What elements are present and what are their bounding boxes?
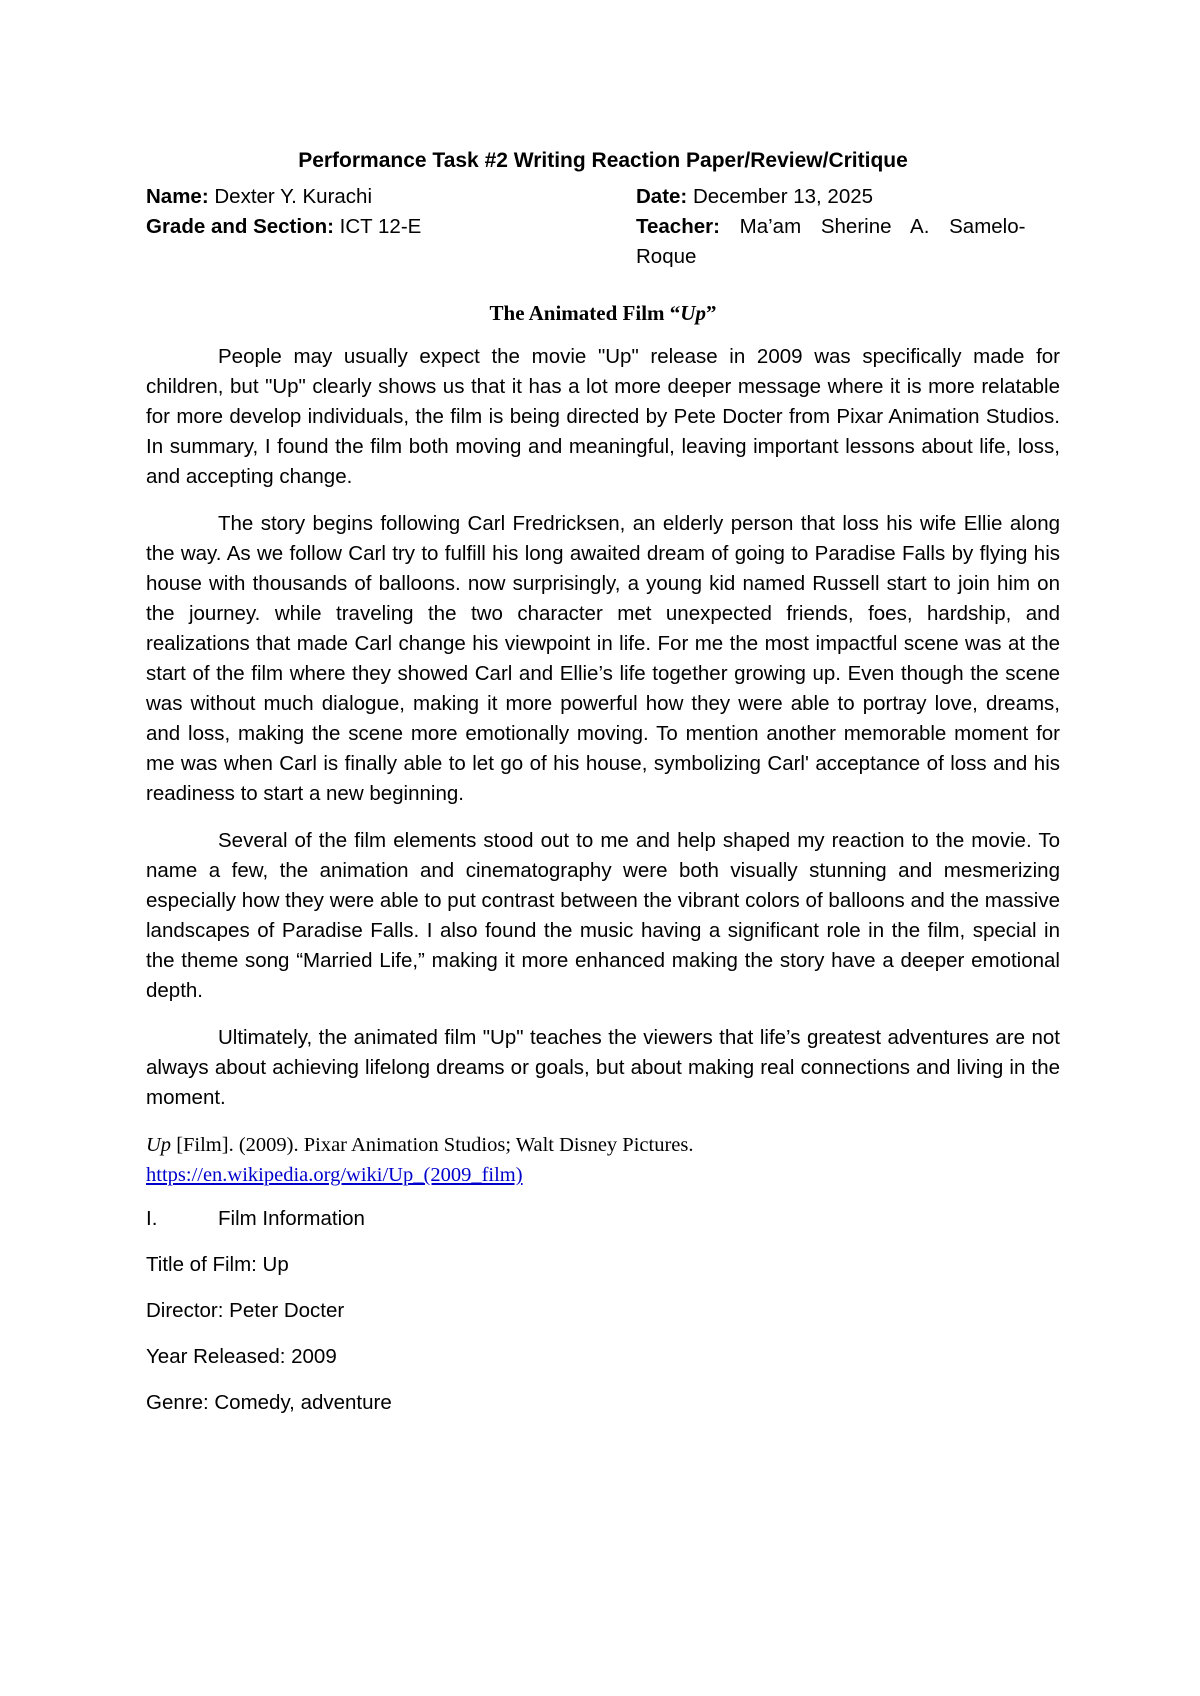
teacher-field — [636, 212, 1060, 272]
citation-title: Up — [146, 1134, 172, 1156]
date-value: December 13, 2025 — [687, 185, 874, 208]
section-number: I. — [146, 1207, 158, 1230]
film-heading-title: Up — [680, 301, 706, 325]
student-info-grid — [146, 182, 1060, 272]
citation — [146, 1130, 1060, 1190]
paragraph-elements: Several of the film elements stood out to me and help shaped my reaction to the movie. To name a few, the animation and cinematography were both visually stunning and mesmerizing especially how they were able to put contrast between the vibrant colors of balloons and the massive landscapes of Paradise Falls. I also found the music having a significant role in the film, special in the theme song “Married Life,” making it more enhanced making the story have a deeper emotional depth. — [146, 829, 1060, 1002]
document-title: Performance Task #2 Writing Reaction Paper/Review/Critique — [298, 149, 908, 172]
document-content — [146, 146, 1060, 1434]
grade-field — [146, 212, 636, 272]
paragraph-intro: People may usually expect the movie "Up" release in 2009 was specifically made for children, but "Up" clearly shows us that it has a lot more deeper message where it is more relatable for more develop individuals, the film is being directed by Pete Docter from Pixar Animation Studios. In summary, I found the film both moving and meaningful, leaving important lessons about life, loss, and accepting change. — [146, 345, 1060, 488]
section-heading-film-information — [146, 1204, 1060, 1234]
date-field — [636, 182, 1060, 212]
paragraph-story: The story begins following Carl Fredricksen, an elderly person that loss his wife Ellie along the way. As we follow Carl try to fulfill his long awaited dream of going to Paradise Falls by flying his house with thousands of balloons. now surprisingly, a young kid named Russell start to join him on the journey. while traveling the two character met unexpected friends, foes, hardship, and realizations that made Carl change his viewpoint in life. For me the most impactful scene was at the start of the film where they showed Carl and Ellie’s life together growing up. Even though the scene was without much dialogue, making it more powerful how they were able to portray love, dreams, and loss, making the scene more emotionally moving. To mention another memorable moment for me was when Carl is finally able to let go of his house, symbolizing Carl' acceptance of loss and his readiness to start a new beginning. — [146, 512, 1060, 805]
name-value: Dexter Y. Kurachi — [208, 185, 373, 208]
film-info-genre: Genre: Comedy, adventure — [146, 1391, 392, 1414]
teacher-label: Teacher: — [636, 215, 720, 238]
film-info-director: Director: Peter Docter — [146, 1299, 345, 1322]
teacher-value-line2: Roque — [636, 245, 697, 268]
citation-link[interactable]: https://en.wikipedia.org/wiki/Up_(2009_film) — [146, 1164, 523, 1186]
film-heading — [146, 298, 1060, 328]
grade-value: ICT 12-E — [333, 215, 422, 238]
citation-details: [Film]. (2009). Pixar Animation Studios; Walt Disney Pictures. — [171, 1134, 694, 1156]
film-heading-suffix: ” — [705, 301, 717, 325]
name-label: Name: — [146, 185, 209, 208]
date-label: Date: — [636, 185, 688, 208]
name-field — [146, 182, 636, 212]
film-heading-prefix: The Animated Film “ — [489, 301, 681, 325]
grade-label: Grade and Section: — [146, 215, 334, 238]
film-info-year: Year Released: 2009 — [146, 1345, 337, 1368]
paragraph-conclusion: Ultimately, the animated film "Up" teaches the viewers that life’s greatest adventures are not always about achieving lifelong dreams or goals, but about making real connections and living in the moment. — [146, 1026, 1060, 1109]
section-title: Film Information — [218, 1207, 365, 1230]
film-info-title: Title of Film: Up — [146, 1253, 289, 1276]
teacher-value-line1: Ma’am Sherine A. Samelo- — [719, 215, 1026, 238]
